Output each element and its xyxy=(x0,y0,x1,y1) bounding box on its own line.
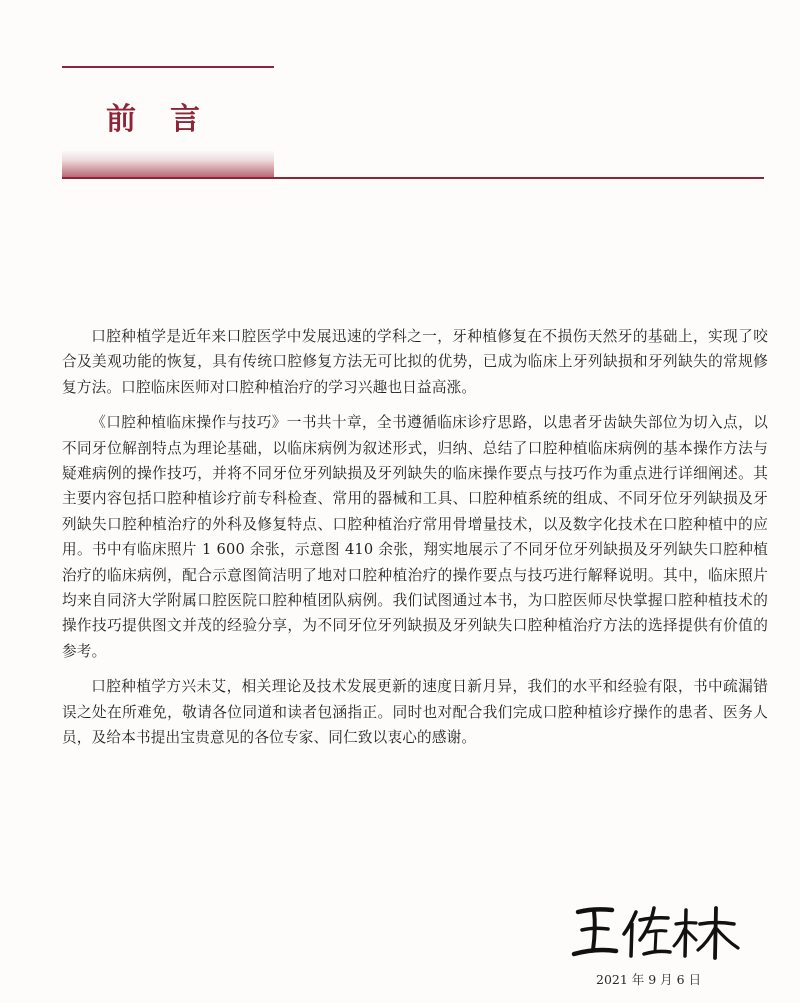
top-rule xyxy=(62,66,274,68)
handwritten-signature-icon xyxy=(570,898,740,964)
preface-body xyxy=(62,324,768,761)
paragraph-2: 《口腔种植临床操作与技巧》一书共十章，全书遵循临床诊疗思路，以患者牙齿缺失部位为切入点，以不同牙位解剖特点为理论基础，以临床病例为叙述形式，归纳、总结了口腔种植临床病例的基本操作方法与疑难病例的操作技巧，并将不同牙位牙列缺损及牙列缺失的临床操作要点与技巧作为重点进行详细阐述。其主要内容包括口腔种植诊疗前专科检查、常用的器械和工具、口腔种植系统的组成、不同牙位牙列缺损及牙列缺失口腔种植治疗的外科及修复特点、口腔种植治疗常用骨增量技术，以及数字化技术在口腔种植中的应用。书中有临床照片 1 600 余张，示意图 410 余张，翔实地展示了不同牙位牙列缺损及牙列缺失口腔种植治疗的临床病例，配合示意图简洁明了地对口腔种植治疗的操作要点与技巧进行解释说明。其中，临床照片均来自同济大学附属口腔医院口腔种植团队病例。我们试图通过本书，为口腔医师尽快掌握口腔种植技术的操作技巧提供图文并茂的经验分享，为不同牙位牙列缺损及牙列缺失口腔种植治疗方法的选择提供有价值的参考。 xyxy=(62,414,768,660)
paragraph-3: 口腔种植学方兴未艾，相关理论及技术发展更新的速度日新月异，我们的水平和经验有限，书中疏漏错误之处在所难免，敬请各位同道和读者包涵指正。同时也对配合我们完成口腔种植诊疗操作的患者、医务人员，及给本书提出宝贵意见的各位专家、同仁致以衷心的感谢。 xyxy=(62,678,768,747)
signature-date: 2021 年 9 月 6 日 xyxy=(596,972,702,987)
page-title: 前言 xyxy=(106,102,234,137)
paragraph-1: 口腔种植学是近年来口腔医学中发展迅速的学科之一，牙种植修复在不损伤天然牙的基础上，实现了咬合及美观功能的恢复，具有传统口腔修复方法无可比拟的优势，已成为临床上牙列缺损和牙列缺失的常规修复方法。口腔临床医师对口腔种植治疗的学习兴趣也日益高涨。 xyxy=(62,328,768,396)
title-band xyxy=(62,150,274,178)
author-signature xyxy=(570,898,740,964)
header-rule xyxy=(62,177,764,179)
